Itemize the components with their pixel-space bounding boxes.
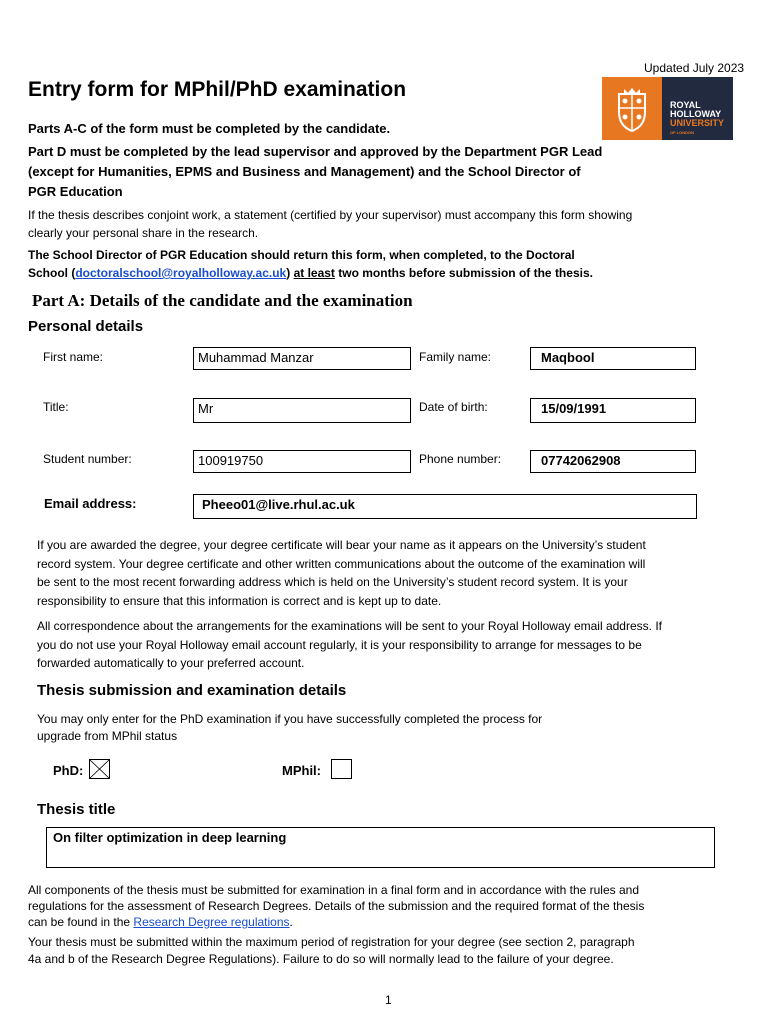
royal-holloway-logo bbox=[602, 77, 733, 140]
title-label: Title: bbox=[43, 400, 69, 414]
notice-correspondence: All correspondence about the arrangements for the examinations will be sent to your Royal Holloway email address. If you do not use your Royal Holloway email account regularly, it is your responsibility to arrange for messages to be forwarded automatically to your preferred account. bbox=[37, 619, 662, 670]
intro-part-d-1: Part D must be completed by the lead supervisor and approved by the Department PGR Lead bbox=[28, 144, 603, 159]
family-name-field[interactable]: Maqbool bbox=[530, 347, 696, 370]
logo-line4: OF LONDON bbox=[670, 130, 694, 135]
phd-label: PhD: bbox=[53, 763, 84, 778]
page-title: Entry form for MPhil/PhD examination bbox=[28, 78, 407, 101]
intro-part-d-2: (except for Humanities, EPMS and Business and Management) and the School Director of bbox=[28, 164, 581, 179]
dob-field[interactable]: 15/09/1991 bbox=[530, 398, 696, 423]
part-a-heading: Part A: Details of the candidate and the examination bbox=[32, 291, 413, 310]
logo-line2: HOLLOWAY bbox=[670, 109, 722, 119]
student-number-field[interactable]: 100919750 bbox=[193, 450, 411, 473]
crest-icon bbox=[602, 77, 662, 140]
intro-conjoint-2: clearly your personal share in the research. bbox=[28, 226, 259, 240]
email-field[interactable]: Pheeo01@live.rhul.ac.uk bbox=[193, 494, 697, 519]
components-paragraph: All components of the thesis must be submitted for examination in a final form and in accordance with the rules and regulations for the assessment of Research Degrees. Details of the submission and the required format of the thesis can be found in the Research Degree regulations. bbox=[28, 883, 645, 929]
intro-return-1: The School Director of PGR Education should return this form, when completed, to the Doctoral bbox=[28, 248, 575, 262]
intro-parts-ac: Parts A-C of the form must be completed by the candidate. bbox=[28, 121, 391, 136]
phd-note: You may only enter for the PhD examination if you have successfully completed the process for upgrade from MPhil status bbox=[37, 712, 543, 743]
checked-x-icon bbox=[90, 760, 109, 778]
phone-field[interactable]: 07742062908 bbox=[530, 450, 696, 473]
research-degree-regulations-link[interactable]: Research Degree regulations bbox=[133, 915, 290, 929]
page-number: 1 bbox=[385, 993, 392, 1007]
personal-details-heading: Personal details bbox=[28, 318, 144, 335]
title-field[interactable]: Mr bbox=[193, 398, 411, 423]
thesis-title-field[interactable]: On filter optimization in deep learning bbox=[46, 827, 715, 868]
intro-conjoint-1: If the thesis describes conjoint work, a statement (certified by your supervisor) must accompany this form showing bbox=[28, 208, 633, 222]
phone-label: Phone number: bbox=[419, 452, 502, 466]
first-name-field[interactable]: Muhammad Manzar bbox=[193, 347, 411, 370]
intro-return-2: School (doctoralschool@royalholloway.ac.uk) at least two months before submission of the thesis. bbox=[28, 266, 593, 280]
doctoral-school-email-link[interactable]: doctoralschool@royalholloway.ac.uk bbox=[75, 266, 287, 280]
max-period-paragraph: Your thesis must be submitted within the maximum period of registration for your degree (see section 2, paragraph 4a and b of the Research Degree Regulations). Failure to do so will normally lead to the failure of your degree. bbox=[28, 935, 635, 966]
thesis-submission-heading: Thesis submission and examination details bbox=[37, 682, 347, 699]
student-number-label: Student number: bbox=[43, 452, 132, 466]
mphil-checkbox[interactable] bbox=[331, 759, 352, 779]
family-name-label: Family name: bbox=[419, 350, 492, 364]
dob-label: Date of birth: bbox=[419, 400, 488, 414]
updated-date: Updated July 2023 bbox=[644, 61, 745, 75]
thesis-title-heading: Thesis title bbox=[37, 801, 116, 818]
intro-part-d-3: PGR Education bbox=[28, 184, 123, 199]
first-name-label: First name: bbox=[43, 350, 104, 364]
notice-degree-certificate: If you are awarded the degree, your degree certificate will bear your name as it appears on the University’s student record system. Your degree certificate and other written communications about the outcome of the examination will be sent to the most recent forwarding address which is held on the University’s student record system. It is your responsibility to ensure that this information is correct and is kept up to date. bbox=[37, 538, 646, 608]
mphil-label: MPhil: bbox=[282, 763, 321, 778]
logo-line3: UNIVERSITY bbox=[670, 118, 725, 128]
logo-line1: ROYAL bbox=[670, 100, 701, 110]
phd-checkbox[interactable] bbox=[89, 759, 110, 779]
email-label: Email address: bbox=[44, 496, 137, 511]
